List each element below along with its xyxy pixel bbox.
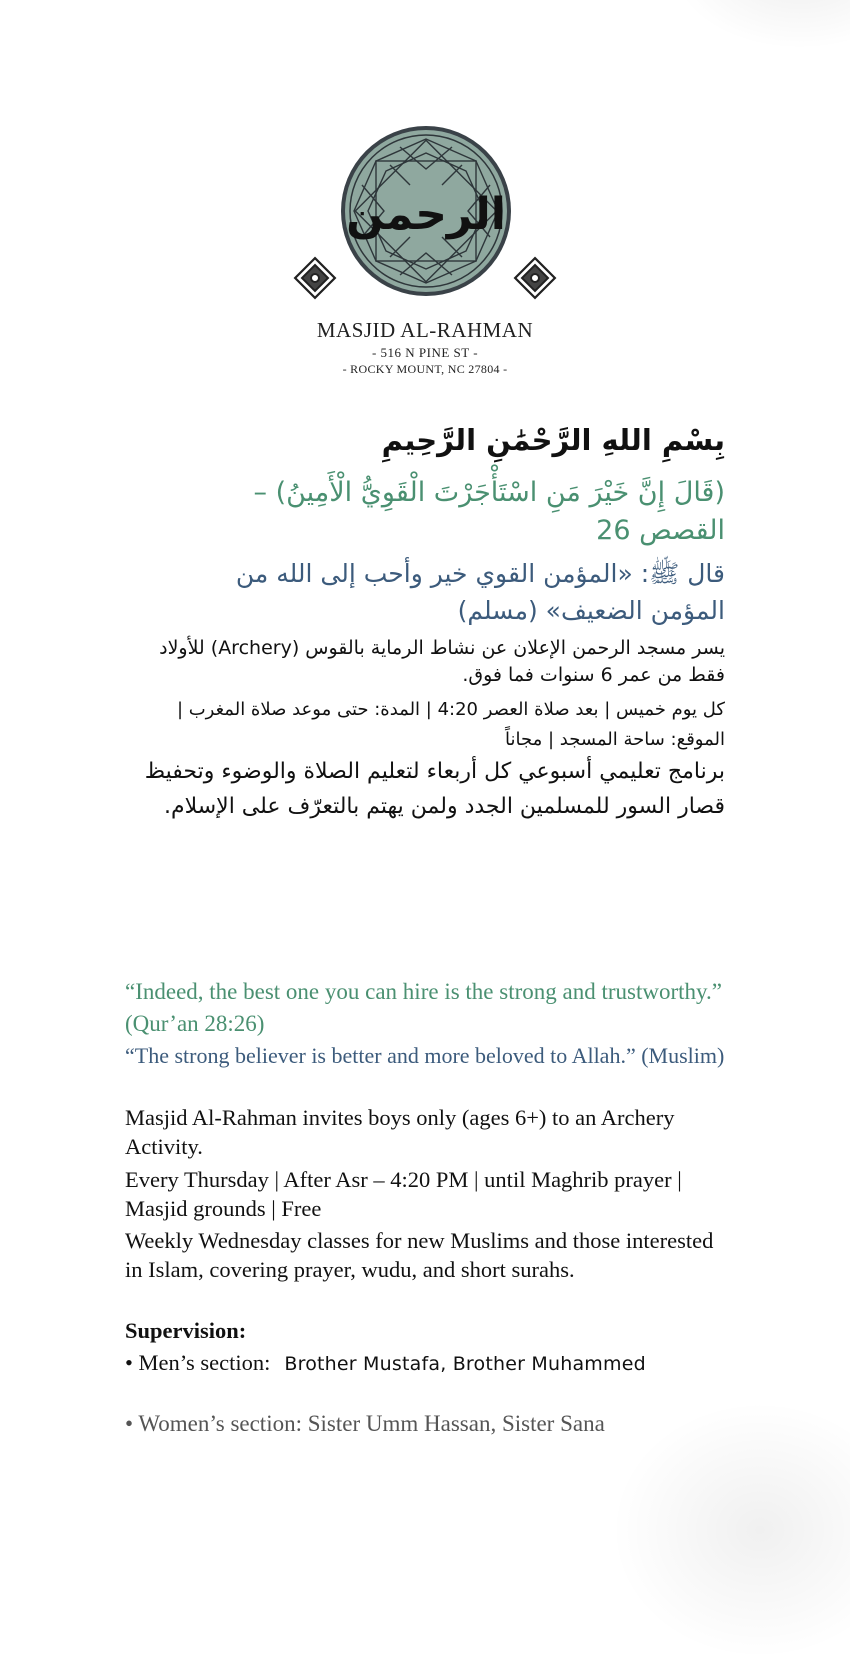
masjid-city-address: - ROCKY MOUNT, NC 27804 - [342, 362, 508, 376]
corner-shadow-bottom [610, 1400, 850, 1660]
arabic-schedule: كل يوم خميس | بعد صلاة العصر 4:20 | المدة: حتى موعد صلاة المغرب | الموقع: ساحة المسجد | مجاناً [176, 699, 725, 750]
left-ornament-icon [295, 258, 335, 298]
english-weekly-classes: Weekly Wednesday classes for new Muslims and those interested in Islam, covering prayer, wudu, and short surahs. [125, 1228, 714, 1282]
mens-section-supervisors: Brother Mustafa, Brother Muhammed [284, 1353, 646, 1375]
svg-text:الرحمن: الرحمن [346, 189, 506, 240]
masjid-name: MASJID AL-RAHMAN [316, 318, 534, 342]
womens-section-line: • Women’s section: Sister Umm Hassan, Sister Sana [125, 1411, 605, 1436]
arabic-weekly-classes: برنامج تعليمي أسبوعي كل أربعاء لتعليم الصلاة والوضوء وتحفيظ قصار السور للمسلمين الجدد ولمن يهتم بالتعرّف على الإسلام. [144, 759, 725, 819]
supervision-heading: Supervision: [125, 1318, 247, 1343]
masjid-street-address: - 516 N PINE ST - [371, 345, 479, 360]
english-schedule: Every Thursday | After Asr – 4:20 PM | until Maghrib prayer | Masjid grounds | Free [125, 1167, 682, 1221]
english-hadith: “The strong believer is better and more beloved to Allah.” (Muslim) [125, 1043, 725, 1068]
arabic-quran-verse: (قَالَ إِنَّ خَيْرَ مَنِ اسْتَأْجَرْتَ الْقَوِيُّ الْأَمِينُ) – القصص 26 [253, 477, 725, 546]
mens-section-line [125, 1350, 765, 1376]
mens-section-label: • Men’s section: [125, 1350, 271, 1375]
right-ornament-icon [515, 258, 555, 298]
logo-calligraphy [346, 189, 506, 240]
corner-shadow-top [670, 0, 850, 50]
arabic-basmala: بِسْمِ اللهِ الرَّحْمَٰنِ الرَّحِيمِ [381, 423, 725, 457]
english-quran-verse: “Indeed, the best one you can hire is the strong and trustworthy.” (Qur’an 28:26) [125, 979, 722, 1036]
english-archery-announcement: Masjid Al-Rahman invites boys only (ages 6+) to an Archery Activity. [125, 1105, 675, 1159]
masjid-logo [290, 125, 560, 310]
logo-medallion [341, 126, 511, 296]
arabic-hadith: قال ﷺ: «المؤمن القوي خير وأحب إلى الله من المؤمن الضعيف» (مسلم) [235, 559, 725, 625]
arabic-archery-announcement: يسر مسجد الرحمن الإعلان عن نشاط الرماية بالقوس (Archery) للأولاد فقط من عمر 6 سنوات فما فوق. [159, 637, 725, 686]
